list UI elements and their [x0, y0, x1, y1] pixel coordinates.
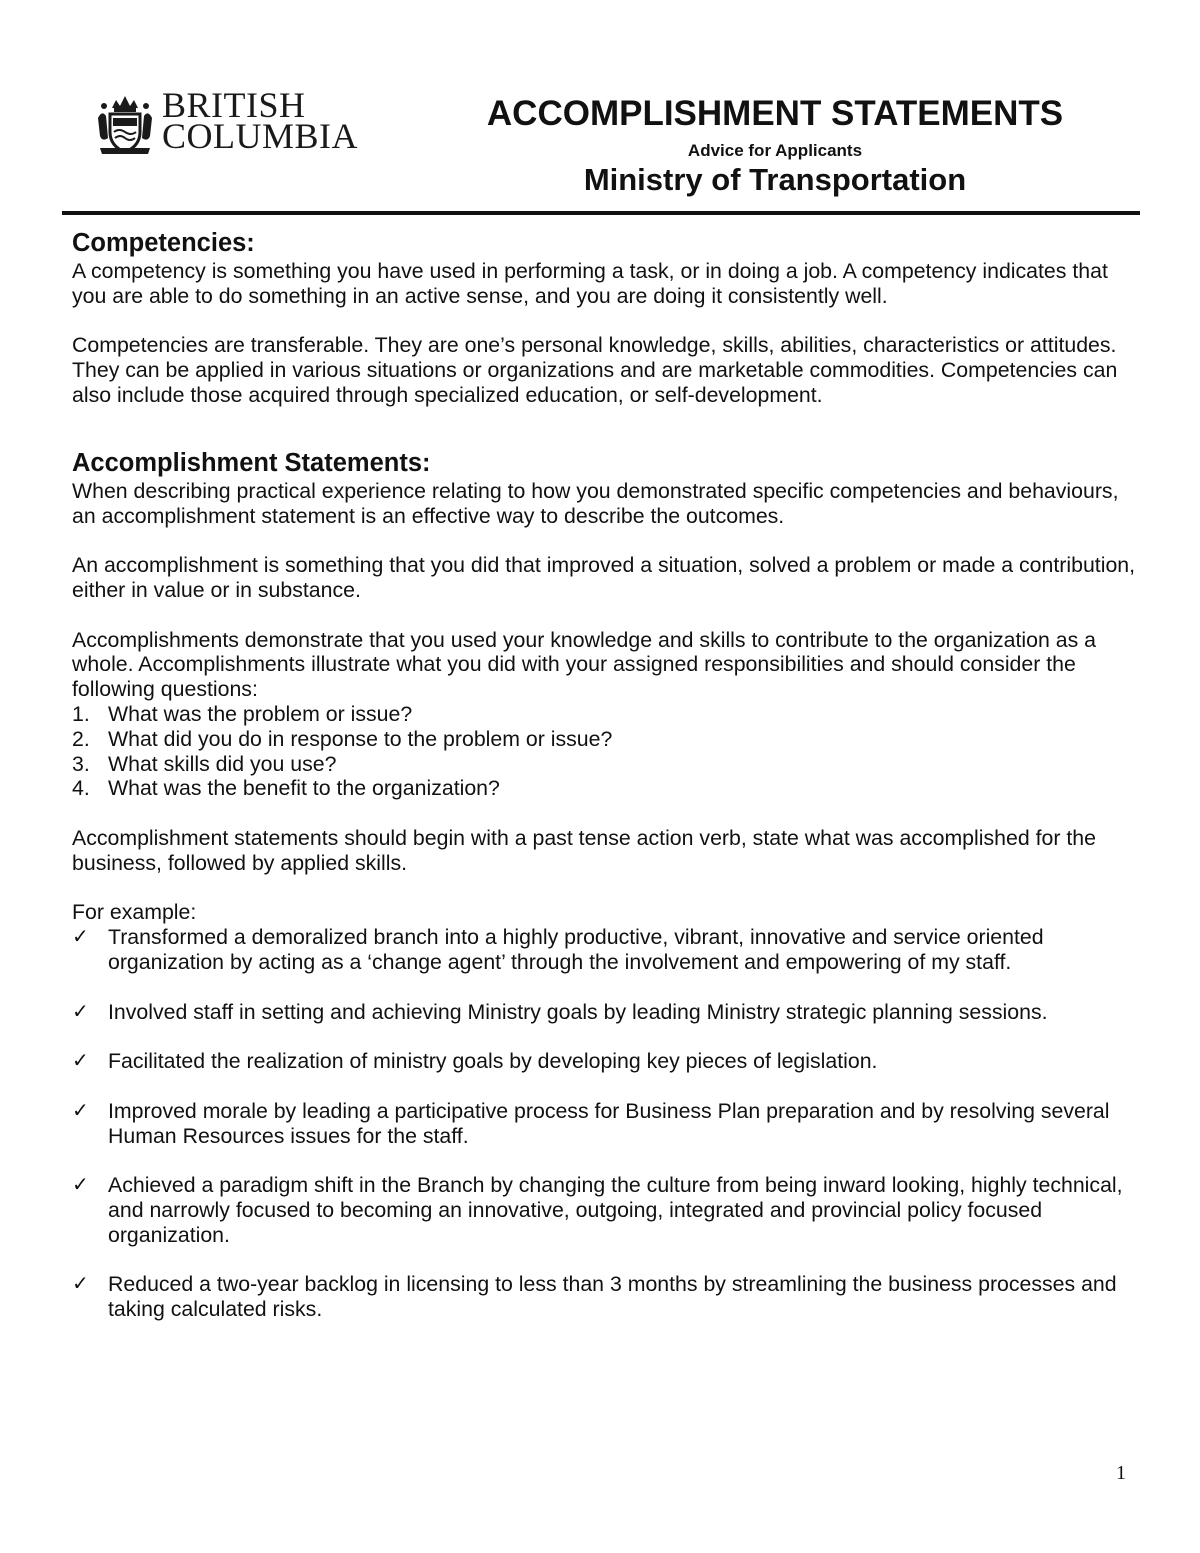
- guidance-paragraph: Accomplishment statements should begin with a past tense action verb, state what was accomplished for the business, followed by applied skills.: [72, 825, 1096, 875]
- question-number: 2.: [72, 726, 90, 751]
- logo-wordmark: [162, 85, 359, 156]
- checkmark-icon: ✓: [72, 1050, 89, 1073]
- competencies-paragraph: Competencies are transferable. They are one’s personal knowledge, skills, abilities, characteristics or attitudes. They can be applied in various situations or organizations and are marketable commodities. Competencies can also include those acquired through specialized education, or self-development.: [72, 333, 1118, 407]
- competencies-paragraph: A competency is something you have used in performing a task, or in doing a job. A competency indicates that you are able to do something in an active sense, and you are doing it consistently well.: [72, 259, 1108, 308]
- example-text: Reduced a two-year backlog in licensing to less than 3 months by streamlining the business processes and taking calculated risks.: [108, 1272, 1117, 1322]
- example-text: Involved staff in setting and achieving Ministry goals by leading Ministry strategic planning sessions.: [108, 999, 1048, 1024]
- document-subtitle: Advice for Applicants: [687, 141, 863, 160]
- example-item: [72, 1049, 1142, 1074]
- header-divider: [62, 211, 1140, 215]
- questions-list: [72, 702, 1142, 801]
- example-text: Facilitated the realization of ministry goals by developing key pieces of legislation.: [108, 1049, 878, 1074]
- question-text: What was the problem or issue?: [108, 701, 413, 726]
- checkmark-icon: ✓: [72, 1174, 89, 1197]
- question-text: What did you do in response to the problem or issue?: [108, 726, 613, 751]
- accomplishments-paragraph: Accomplishments demonstrate that you used your knowledge and skills to contribute to the organization as a whole. Accomplishments illustrate what you did with your assigned responsibilities and should consider the following questions:: [72, 627, 1097, 702]
- logo-line-2: COLUMBIA: [162, 116, 359, 156]
- question-item: [72, 727, 1142, 752]
- checkmark-icon: ✓: [72, 1099, 89, 1122]
- example-item: [72, 1272, 1142, 1322]
- accomplishments-paragraph: When describing practical experience relating to how you demonstrated specific competencies and behaviours, an accomplishment statement is an effective way to describe the outcomes.: [72, 478, 1119, 528]
- example-text: Transformed a demoralized branch into a highly productive, vibrant, innovative and service oriented organization by acting as a ‘change agent’ through the involvement and empowering of my staff.: [108, 925, 1044, 974]
- question-number: 4.: [72, 776, 90, 801]
- example-item: [72, 1099, 1142, 1149]
- examples-list: [72, 925, 1142, 1322]
- question-text: What skills did you use?: [108, 751, 337, 776]
- checkmark-icon: ✓: [72, 926, 89, 949]
- question-text: What was the benefit to the organization?: [108, 776, 500, 801]
- bc-crest-icon: [94, 88, 156, 158]
- example-text: Improved morale by leading a participative process for Business Plan preparation and by resolving several Human Resources issues for the staff.: [108, 1098, 1110, 1148]
- accomplishments-paragraph: An accomplishment is something that you did that improved a situation, solved a problem or made a contribution, either in value or in substance.: [72, 553, 1136, 602]
- question-number: 3.: [72, 751, 90, 776]
- bc-logo: [94, 85, 359, 162]
- example-intro: For example:: [72, 900, 197, 925]
- accomplishments-heading: Accomplishment Statements:: [72, 448, 431, 477]
- question-number: 1.: [72, 701, 90, 726]
- document-title: ACCOMPLISHMENT STATEMENTS: [486, 94, 1064, 133]
- document-body: [72, 228, 1142, 1347]
- example-item: [72, 1173, 1142, 1247]
- question-item: [72, 702, 1142, 727]
- page-number: 1: [1116, 1462, 1126, 1484]
- ministry-name: Ministry of Transportation: [583, 162, 967, 197]
- example-item: [72, 925, 1142, 975]
- checkmark-icon: ✓: [72, 1273, 89, 1296]
- question-item: [72, 752, 1142, 777]
- example-item: [72, 1000, 1142, 1025]
- checkmark-icon: ✓: [72, 1000, 89, 1023]
- example-text: Achieved a paradigm shift in the Branch by changing the culture from being inward looking, highly technical, and narrowly focused to becoming an innovative, outgoing, integrated and provincial policy focused organization.: [108, 1173, 1123, 1247]
- logo-line-1: BRITISH: [162, 85, 306, 125]
- question-item: [72, 776, 1142, 801]
- competencies-heading: Competencies:: [72, 229, 255, 257]
